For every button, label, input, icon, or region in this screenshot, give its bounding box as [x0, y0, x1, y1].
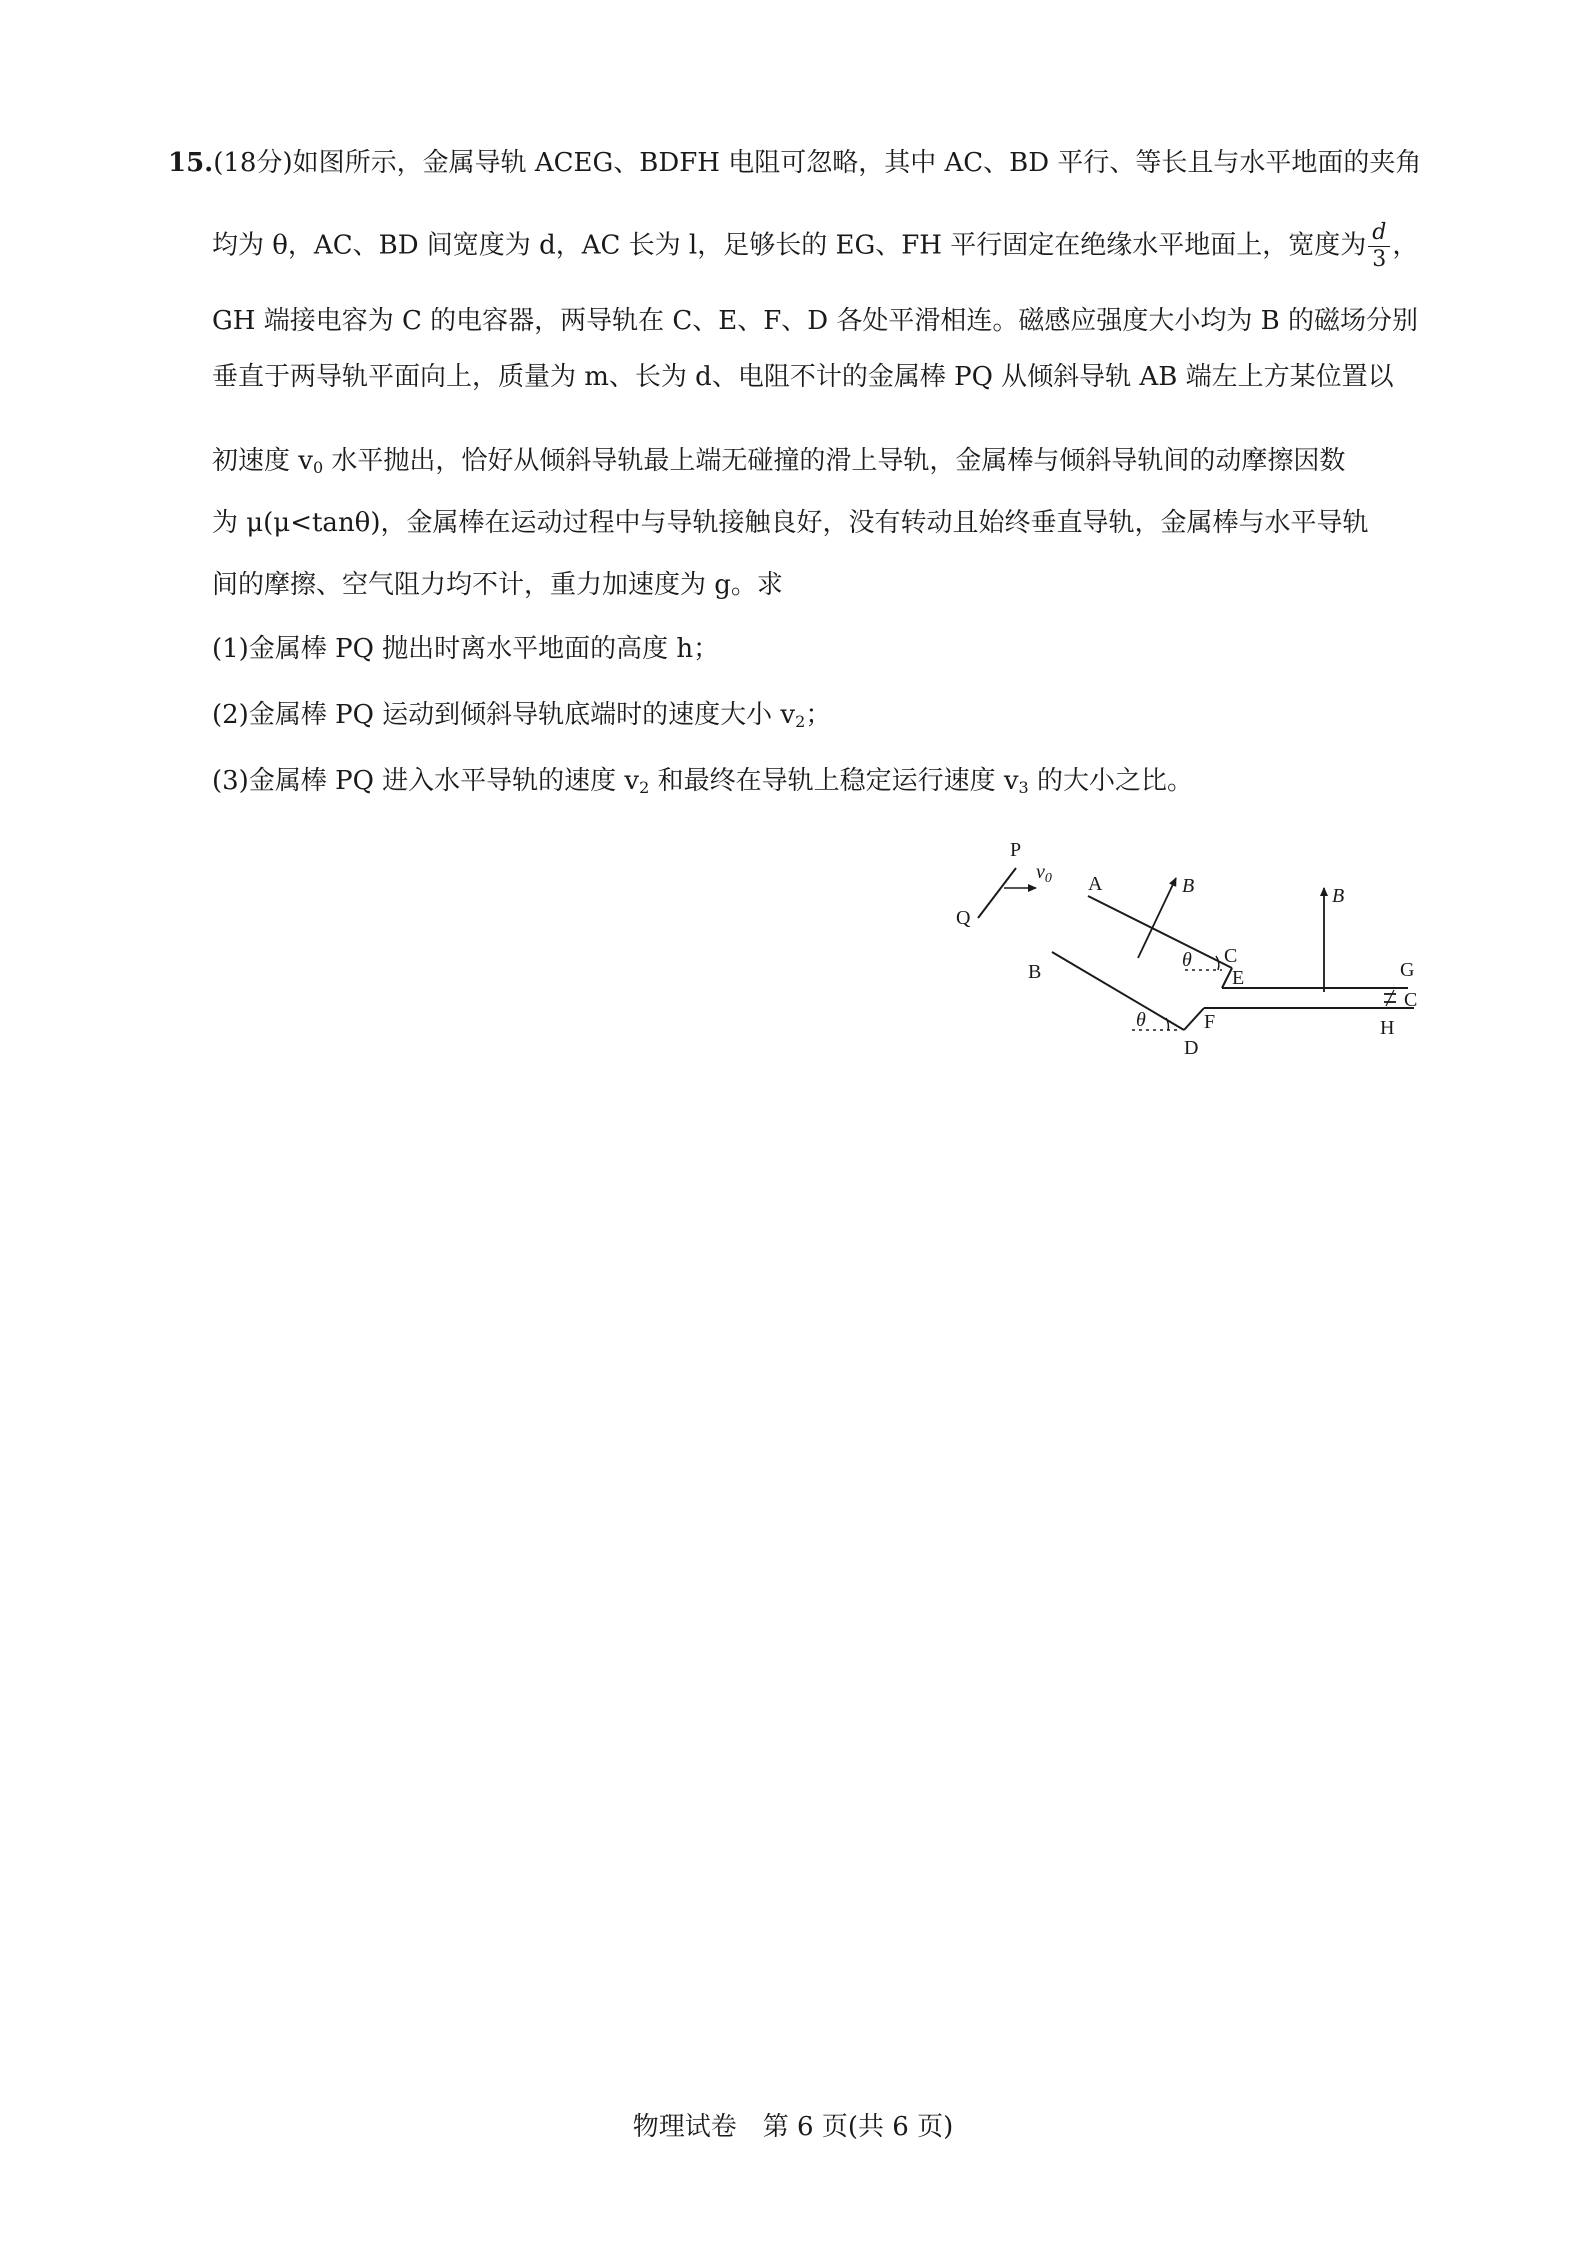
- label-c-point: C: [1224, 945, 1238, 967]
- question-number: 15.: [168, 148, 214, 178]
- sub-question-2-text-b: ；: [805, 700, 832, 730]
- angle-arc-upper: [1216, 956, 1219, 970]
- label-e: E: [1232, 967, 1245, 989]
- question-line-7: 间的摩擦、空气阻力均不计，重力加速度为 g。求: [212, 570, 783, 600]
- label-f: F: [1204, 1011, 1216, 1033]
- label-b-point: B: [1028, 961, 1042, 983]
- rail-bd: [1052, 952, 1184, 1030]
- sub-question-3-subscript-2: 3: [1018, 778, 1029, 797]
- fraction-denominator: 3: [1372, 247, 1387, 272]
- question-text-5a: 初速度 v: [212, 446, 313, 476]
- question-text-1: (18分)如图所示，金属导轨 ACEG、BDFH 电阻可忽略，其中 AC、BD 平行、等长且与水平地面的夹角: [213, 148, 1422, 178]
- sub-question-3-subscript-1: 2: [639, 778, 650, 797]
- label-h: H: [1380, 1017, 1395, 1039]
- label-theta-lower: θ: [1136, 1009, 1146, 1031]
- sub-question-1: (1)金属棒 PQ 抛出时离水平地面的高度 h；: [212, 634, 720, 664]
- label-v0-main: v: [1036, 861, 1045, 883]
- sub-question-3-text-a: (3)金属棒 PQ 进入水平导轨的速度 v: [212, 766, 640, 796]
- label-a: A: [1088, 873, 1103, 895]
- label-v0: [1036, 861, 1052, 886]
- magnetic-field-arrow-incline: [1138, 878, 1176, 958]
- question-line-3: GH 端接电容为 C 的电容器，两导轨在 C、E、F、D 各处平滑相连。磁感应强度大小均为 B 的磁场分别: [212, 306, 1419, 336]
- rail-ce-joint: [1222, 968, 1232, 988]
- capacitor-symbol-slash: [1386, 990, 1394, 1006]
- rail-df-joint: [1184, 1008, 1204, 1030]
- label-v0-subscript: 0: [1044, 871, 1052, 886]
- page-footer: 物理试卷 第 6 页(共 6 页): [632, 2112, 954, 2142]
- label-b-field-horizontal: B: [1332, 885, 1345, 907]
- question-text-5b: 水平抛出，恰好从倾斜导轨最上端无碰撞的滑上导轨，金属棒与倾斜导轨间的动摩擦因数: [323, 446, 1346, 476]
- label-theta-upper: θ: [1182, 949, 1192, 971]
- label-d: D: [1184, 1037, 1199, 1059]
- sub-question-2-text-a: (2)金属棒 PQ 运动到倾斜导轨底端时的速度大小 v: [212, 700, 796, 730]
- label-b-field-incline: B: [1182, 875, 1195, 897]
- rail-ac: [1088, 896, 1232, 968]
- fraction-numerator: d: [1368, 220, 1390, 247]
- question-text-2a: 均为 θ，AC、BD 间宽度为 d，AC 长为 l，足够长的 EG、FH 平行固定在绝缘水平地面上，宽度为: [212, 230, 1367, 261]
- sub-question-2-subscript: 2: [795, 712, 806, 731]
- label-g: G: [1400, 959, 1415, 981]
- question-line-6: 为 μ(μ<tanθ)，金属棒在运动过程中与导轨接触良好，没有转动且始终垂直导轨，金属棒与水平导轨: [212, 508, 1369, 538]
- question-subscript-v0: 0: [312, 458, 324, 477]
- sub-question-3-text-b: 和最终在导轨上稳定运行速度 v: [649, 766, 1019, 796]
- metal-rod-pq: [978, 868, 1016, 918]
- question-line-4: 垂直于两导轨平面向上，质量为 m、长为 d、电阻不计的金属棒 PQ 从倾斜导轨 AB 端左上方某位置以: [212, 362, 1394, 392]
- label-c-capacitor: C: [1404, 989, 1418, 1011]
- label-p: P: [1010, 839, 1022, 861]
- sub-question-3-text-c: 的大小之比。: [1028, 766, 1193, 796]
- question-text-2b: ，: [1392, 230, 1419, 261]
- rail-diagram: [0, 0, 1586, 1100]
- label-q: Q: [956, 907, 971, 929]
